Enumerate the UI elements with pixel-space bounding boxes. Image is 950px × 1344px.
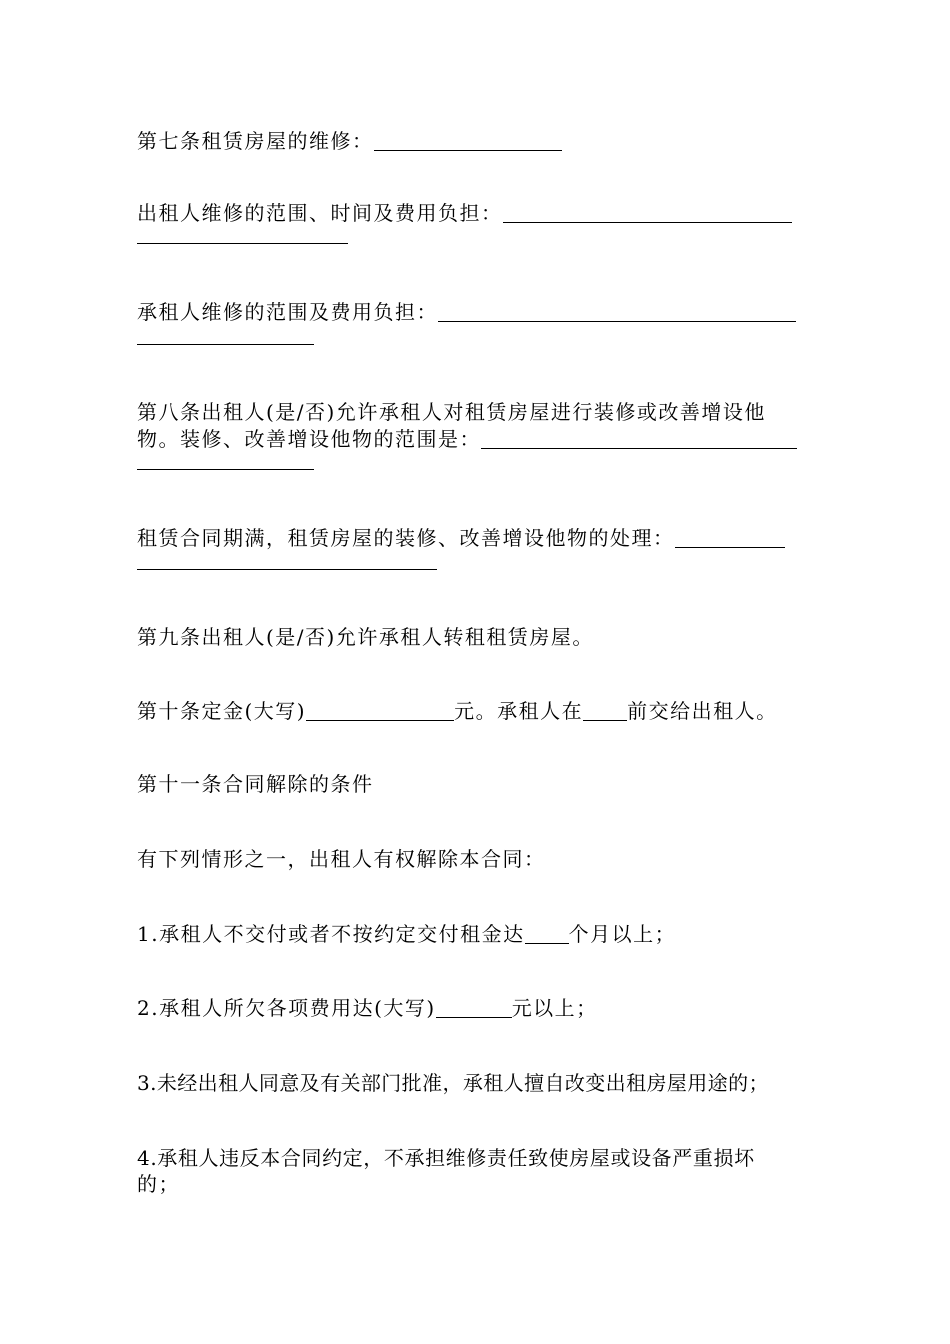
termination-item-2 [137, 993, 814, 1023]
fill-blank[interactable] [503, 202, 792, 223]
clause-text: 物。装修、改善增设他物的范围是： [137, 427, 481, 451]
fill-blank[interactable] [525, 923, 569, 944]
termination-item-4-line2 [137, 1169, 814, 1199]
clause-text: 元。承租人在 [454, 699, 584, 723]
clause-text: 4.承租人违反本合同约定，不承担维修责任致使房屋或设备严重损坏 [137, 1146, 755, 1170]
clause-text: 前交给出租人。 [627, 699, 778, 723]
clause-text: 的； [137, 1172, 180, 1196]
clause-text: 元以上； [511, 996, 598, 1020]
clause-text: 第九条出租人(是/否)允许承租人转租租赁房屋。 [137, 625, 594, 649]
clause-text: 第七条租赁房屋的维修： [137, 129, 374, 153]
termination-item-1 [137, 919, 814, 949]
clause-text: 个月以上； [568, 922, 677, 946]
clause-9-sublease [137, 622, 814, 652]
clause-text: 1.承租人不交付或者不按约定交付租金达 [137, 922, 525, 946]
clause-8-decoration [137, 397, 814, 427]
clause-text: 出租人维修的范围、时间及费用负担： [137, 201, 503, 225]
fill-blank[interactable] [675, 527, 785, 548]
termination-item-3 [137, 1068, 814, 1098]
clause-text: 承租人维修的范围及费用负担： [137, 300, 438, 324]
termination-intro [137, 844, 814, 874]
clause-11-title [137, 769, 814, 799]
lease-expiry-decoration [137, 523, 814, 553]
fill-blank[interactable] [436, 997, 512, 1018]
fill-blank[interactable] [438, 301, 796, 322]
clause-text: 租赁合同期满，租赁房屋的装修、改善增设他物的处理： [137, 526, 675, 550]
lessor-maintenance [137, 198, 814, 228]
lessee-maintenance [137, 297, 814, 327]
clause-8-decoration-line2 [137, 424, 814, 454]
clause-text: 第十条定金(大写) [137, 699, 307, 723]
fill-blank[interactable] [583, 700, 627, 721]
clause-text: 有下列情形之一，出租人有权解除本合同： [137, 847, 546, 871]
fill-blank-continuation[interactable] [137, 243, 348, 244]
fill-blank[interactable] [481, 428, 797, 449]
fill-blank-continuation[interactable] [137, 569, 437, 570]
fill-blank-continuation[interactable] [137, 469, 314, 470]
fill-blank-continuation[interactable] [137, 344, 314, 345]
clause-10-deposit [137, 696, 814, 726]
fill-blank[interactable] [306, 700, 454, 721]
clause-text: 第十一条合同解除的条件 [137, 772, 374, 796]
clause-7-maintenance [137, 126, 814, 156]
fill-blank[interactable] [374, 130, 562, 151]
clause-text: 第八条出租人(是/否)允许承租人对租赁房屋进行装修或改善增设他 [137, 400, 766, 424]
clause-text: 3.未经出租人同意及有关部门批准，承租人擅自改变出租房屋用途的； [137, 1071, 769, 1095]
clause-text: 2.承租人所欠各项费用达(大写) [137, 996, 436, 1020]
